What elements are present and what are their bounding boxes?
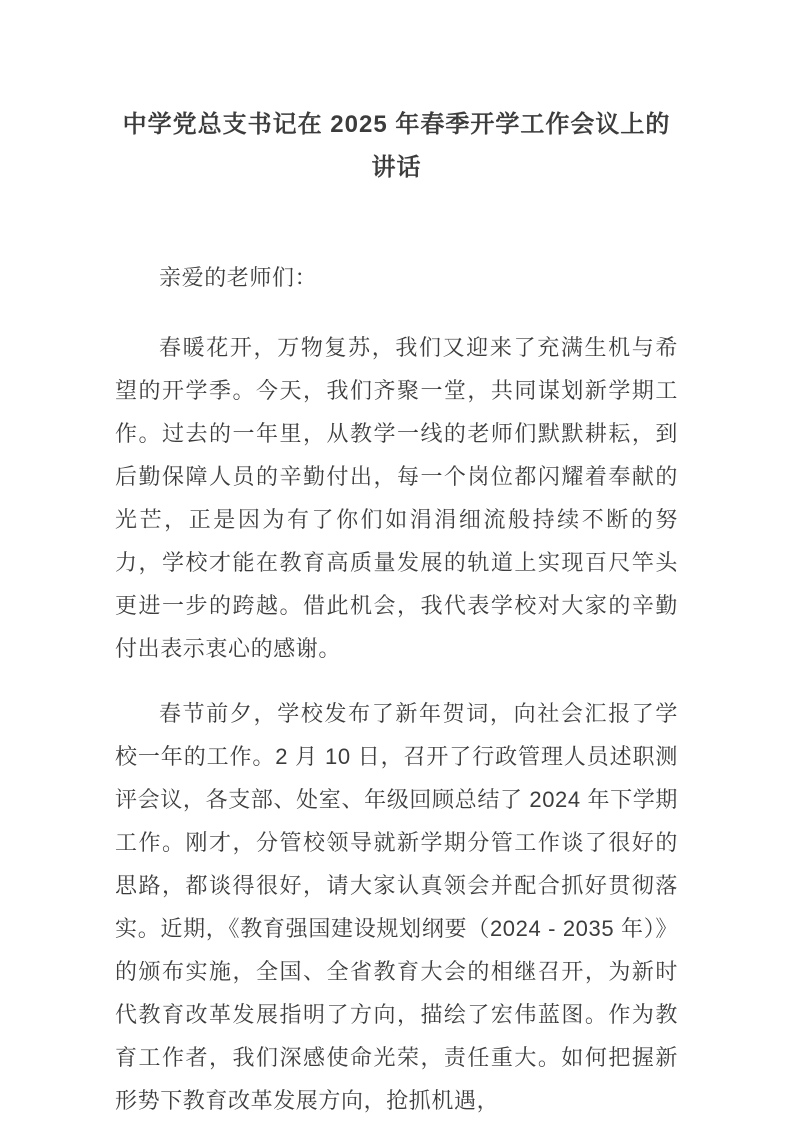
paragraph-list bbox=[115, 326, 678, 1122]
document-title: 中学党总支书记在 2025 年春季开学工作会议上的讲话 bbox=[122, 111, 671, 181]
salutation: 亲爱的老师们： bbox=[159, 265, 318, 290]
body-paragraph: 春暖花开，万物复苏，我们又迎来了充满生机与希望的开学季。今天，我们齐聚一堂，共同谋划新学期工作。过去的一年里，从教学一线的老师们默默耕耘，到后勤保障人员的辛勤付出，每一个岗位都闪耀着奉献的光芒，正是因为有了你们如涓涓细流般持续不断的努力，学校才能在教育高质量发展的轨道上实现百尺竿头更进一步的跨越。借此机会，我代表学校对大家的辛勤付出表示衷心的感谢。 bbox=[115, 335, 678, 661]
body-paragraph: 春节前夕，学校发布了新年贺词，向社会汇报了学校一年的工作。2 月 10 日，召开了行政管理人员述职测评会议，各支部、处室、年级回顾总结了 2024 年下学期工作。刚才，分管校领导就新学期分管工作谈了很好的思路，都谈得很好，请大家认真领会并配合抓好贯彻落实。近期，《教育强国建设规划纲要（2024 - 2035 年）》的颁布实施，全国、全省教育大会的相继召开，为新时代教育改革发展指明了方向，描绘了宏伟蓝图。作为教育工作者，我们深感使命光荣，责任重大。如何把握新形势下教育改革发展方向，抢抓机遇， bbox=[115, 701, 678, 1113]
